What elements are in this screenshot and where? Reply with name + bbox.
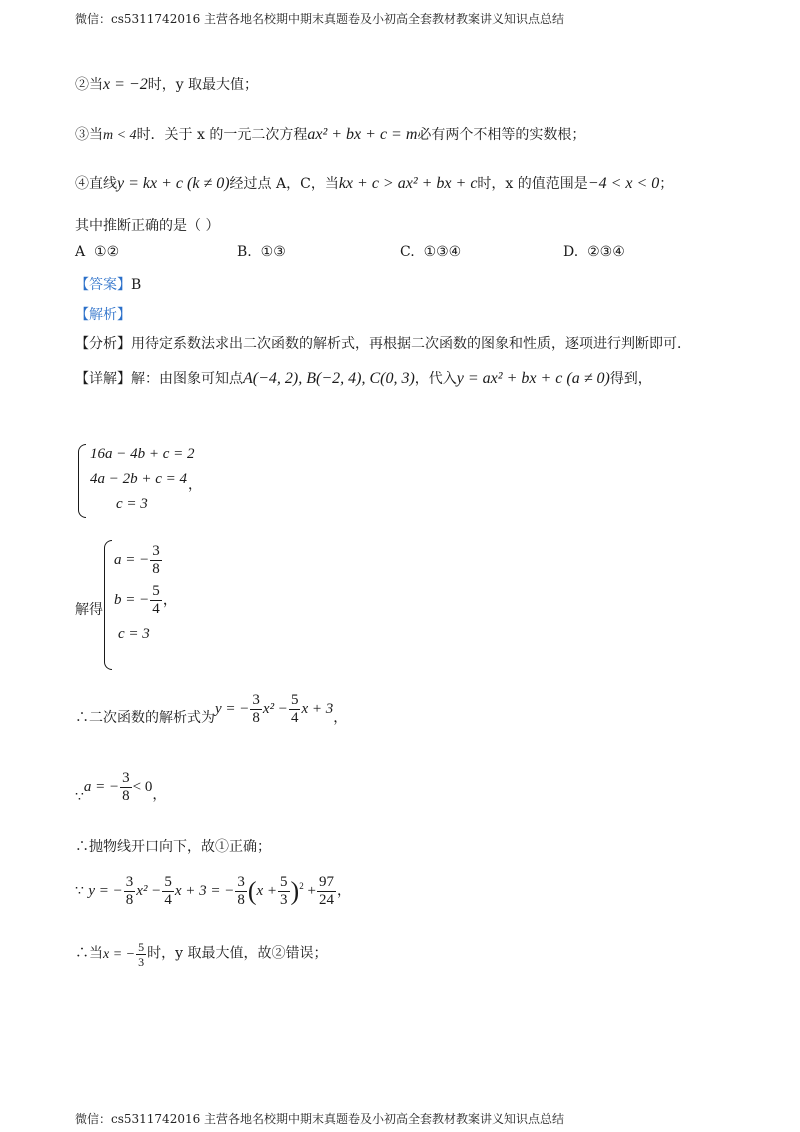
math-text: y = − [215, 700, 250, 717]
statement-text: 时，x 的值范围是 [477, 176, 588, 192]
points-expression: A(−4, 2), B(−2, 4), C(0, 3) [243, 370, 415, 387]
solve-b-lhs: b = − [114, 591, 150, 608]
statement-text: 时．关于 x 的一元二次方程 [136, 127, 308, 143]
exponent-2: 2 [299, 880, 304, 891]
solve-b [114, 583, 178, 618]
math-text: + [307, 882, 316, 899]
vertex-form-math [88, 874, 337, 908]
math-expression: kx + c > ax² + bx + c [338, 175, 478, 192]
fraction-numerator: 3 [237, 874, 245, 890]
punctuation: ， [162, 591, 178, 608]
xiangjie-text: ，代入 [414, 371, 457, 387]
math-text: x + 3 = − [174, 882, 235, 899]
math-text: x² − [262, 700, 288, 717]
option-letter: B. [237, 244, 252, 260]
punctuation: ， [333, 709, 348, 726]
answer-line [75, 274, 141, 294]
solve-a-lhs: a = − [114, 551, 150, 568]
fraction-denominator: 4 [290, 710, 299, 726]
fraction-numerator: 5 [280, 874, 288, 890]
max-line-math [103, 940, 147, 969]
solve-brace [104, 540, 112, 670]
fraction-denominator: 4 [164, 892, 172, 908]
statement-2 [75, 74, 258, 94]
solve-label: 解得 [75, 602, 103, 618]
analysis-tag: 【解析】 [75, 307, 131, 323]
question-prompt: 其中推断正确的是（ ） [75, 218, 220, 234]
option-text: ①② [94, 244, 120, 260]
statement-text: 必有两个不相等的实数根； [417, 127, 586, 143]
punctuation: ， [152, 786, 167, 803]
math-text: x + [256, 882, 278, 899]
function-line-text: ∴二次函数的解析式为 [75, 709, 215, 726]
statement-4 [75, 173, 673, 193]
math-expression: ax² + bx + c = m [307, 126, 418, 143]
math-text: x = − [103, 946, 136, 962]
math-text: a = − [83, 778, 120, 795]
option-letter: D. [563, 244, 579, 260]
option-text: ①③④ [423, 244, 462, 260]
fraction-denominator: 8 [237, 892, 245, 908]
function-line [75, 692, 347, 727]
math-expression: m < 4 [103, 128, 137, 143]
xiangjie-line [75, 368, 652, 388]
because-symbol: ∵ [75, 788, 84, 805]
statement-text: 时，y 取最大值； [147, 77, 259, 93]
punctuation: ， [188, 477, 202, 493]
option-letter: C. [400, 244, 415, 260]
fraction-numerator: 97 [318, 874, 334, 890]
xiangjie-text: 解：由图象可知点 [131, 371, 243, 387]
answer-tag: 【答案】 [75, 277, 131, 293]
fraction-numerator: 5 [152, 583, 160, 599]
option-d [563, 244, 625, 260]
opening-down-line: ∴抛物线开口向下，故①正确； [75, 839, 271, 855]
statement-3 [75, 124, 585, 144]
math-text: y = − [88, 882, 123, 899]
max-line-text: ∴当 [75, 945, 103, 962]
fraction-denominator: 3 [280, 892, 288, 908]
right-paren: ) [290, 876, 300, 906]
math-text: < 0 [132, 778, 153, 795]
answer-value: B [131, 277, 142, 293]
page-header: 微信：cs5311742016 主营各地名校期中期末真题卷及小初高全套教材教案讲义知识点总结 [75, 12, 565, 26]
fraction-numerator: 3 [152, 543, 160, 559]
xiangjie-text: 得到， [609, 371, 652, 387]
function-line-math [215, 692, 334, 726]
solve-a [114, 543, 163, 578]
fraction-denominator: 4 [152, 601, 160, 617]
a-negative-math [83, 770, 153, 804]
statement-text: 经过点 A，C，当 [229, 176, 339, 192]
math-expression: y = kx + c (k ≠ 0) [117, 175, 230, 192]
max-line-text: 时，y 取最大值，故②错误； [147, 945, 328, 962]
option-a [75, 244, 119, 260]
math-text: x² − [136, 882, 162, 899]
left-paren: ( [247, 876, 257, 906]
fraction-denominator: 3 [138, 955, 145, 969]
option-text: ②③④ [587, 244, 625, 260]
fraction-numerator: 3 [125, 874, 134, 890]
a-negative-line [75, 770, 166, 805]
fenxi-tag: 【分析】 [75, 336, 131, 352]
fraction-numerator: 5 [290, 692, 299, 708]
statement-text: ； [659, 176, 674, 192]
option-letter: A [75, 244, 86, 260]
fraction-numerator: 3 [252, 692, 260, 708]
fraction-denominator: 8 [125, 892, 134, 908]
math-expression: x = −2 [103, 76, 148, 93]
option-c [400, 244, 461, 260]
fraction-denominator: 8 [122, 788, 130, 804]
system-brace [78, 444, 86, 518]
math-text: x + 3 [301, 700, 334, 717]
fraction-denominator: 8 [152, 561, 160, 577]
fenxi-text: 用待定系数法求出二次函数的解析式，再根据二次函数的图象和性质，逐项进行判断即可． [131, 336, 691, 352]
because-symbol: ∵ [75, 882, 84, 899]
xiangjie-tag: 【详解】 [75, 371, 131, 387]
fraction-numerator: 5 [164, 874, 172, 890]
system-eq-2: 4a − 2b + c = 4 [90, 471, 188, 487]
fraction-numerator: 3 [122, 770, 130, 786]
statement-text: ③当 [75, 127, 103, 143]
max-value-line [75, 940, 327, 969]
solve-c: c = 3 [118, 626, 150, 642]
function-expression: y = ax² + bx + c (a ≠ 0) [456, 370, 610, 387]
statement-text: ②当 [75, 77, 103, 93]
vertex-form-line [75, 874, 351, 909]
fenxi-line [75, 333, 691, 353]
system-eq-3: c = 3 [116, 496, 148, 512]
page-footer: 微信：cs5311742016 主营各地名校期中期末真题卷及小初高全套教材教案讲义知识点总结 [75, 1112, 565, 1126]
statement-text: ④直线 [75, 176, 117, 192]
system-eq-1: 16a − 4b + c = 2 [90, 446, 195, 462]
punctuation: ， [336, 882, 351, 899]
fraction-denominator: 24 [318, 892, 334, 908]
option-b [237, 244, 286, 260]
fraction-denominator: 8 [252, 710, 260, 726]
fraction-numerator: 5 [138, 940, 145, 954]
math-expression: −4 < x < 0 [587, 175, 660, 192]
option-text: ①③ [260, 244, 286, 260]
